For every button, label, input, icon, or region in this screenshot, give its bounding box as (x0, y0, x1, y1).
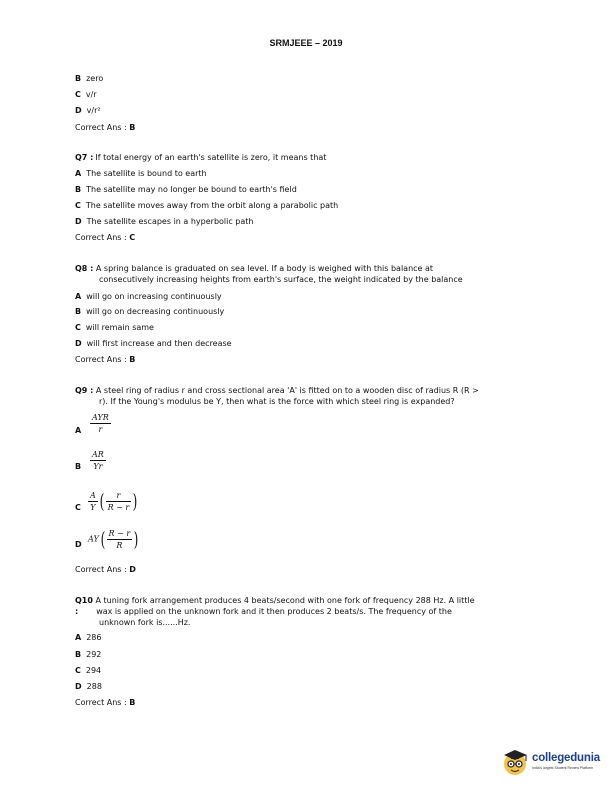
answer-value: D (129, 565, 136, 574)
answer-label: Correct Ans : (75, 698, 127, 707)
answer-label: Correct Ans : (75, 565, 127, 574)
option-c (75, 666, 101, 676)
option-a-formula (90, 413, 111, 434)
option-key: B (75, 185, 82, 194)
option-text: The satellite is bound to earth (86, 169, 207, 178)
option-key: A (75, 633, 82, 642)
left-paren: ( (100, 527, 105, 551)
option-key: A (75, 169, 82, 178)
left-paren: ( (99, 489, 105, 513)
option-text: will remain same (85, 323, 154, 332)
option-d (75, 682, 102, 692)
question-number: Q8 : (75, 264, 94, 273)
option-key: B (75, 650, 82, 659)
answer-value: B (129, 698, 136, 707)
fraction (106, 491, 132, 512)
option-key: B (75, 74, 82, 83)
correct-answer (75, 698, 135, 708)
fraction (88, 491, 98, 512)
option-text: v/r² (86, 106, 101, 115)
question-text-line1: A spring balance is graduated on sea level. If a body is weighed with this balance at (95, 264, 434, 273)
answer-label: Correct Ans : (75, 233, 127, 242)
numerator: r (106, 491, 132, 502)
option-text: 294 (85, 666, 102, 675)
option-b (75, 74, 103, 84)
correct-answer (75, 355, 135, 365)
option-d (75, 339, 232, 349)
denominator: R (116, 540, 123, 550)
option-c (75, 323, 154, 333)
answer-value: B (129, 123, 136, 132)
option-b (75, 307, 224, 317)
option-key: C (75, 503, 81, 512)
question-text-line2: wax is applied on the unknown fork and it then produces 2 beats/s. The frequency of the (96, 607, 452, 616)
question-9 (75, 385, 479, 407)
question-text: If total energy of an earth's satellite is zero, it means that (95, 153, 327, 162)
question-10 (75, 595, 475, 628)
option-key: D (75, 339, 82, 348)
fraction (90, 450, 106, 471)
question-number: Q9 : (75, 386, 94, 395)
option-key: D (75, 682, 82, 691)
answer-value: C (129, 233, 136, 242)
option-key: D (75, 540, 82, 549)
option-text: The satellite escapes in a hyperbolic path (86, 217, 254, 226)
right-paren: ) (133, 527, 139, 551)
option-b-formula (90, 450, 106, 471)
option-key: C (75, 666, 81, 675)
option-key: D (75, 106, 82, 115)
option-c (75, 90, 97, 100)
option-key: C (75, 323, 81, 332)
correct-answer (75, 565, 136, 575)
option-text: 288 (86, 682, 102, 691)
collegedunia-logo (501, 747, 607, 777)
logo-wordmark: collegedunia (532, 752, 600, 764)
option-key: A (75, 292, 82, 301)
question-7 (75, 153, 326, 163)
option-key: B (75, 307, 82, 316)
option-key: C (75, 90, 81, 99)
option-text: will first increase and then decrease (86, 339, 232, 348)
question-text-line1: A steel ring of radius r and cross sectional area 'A' is fitted on to a wooden disc of radius R (R > (95, 386, 479, 395)
option-d (75, 106, 101, 116)
right-paren: ) (132, 489, 138, 513)
answer-label: Correct Ans : (75, 123, 127, 132)
option-b (75, 185, 297, 195)
denominator: Y (90, 502, 96, 512)
page-header: SRMJEEE – 2019 (269, 38, 343, 48)
option-d-formula (88, 527, 140, 551)
option-c-formula (88, 489, 139, 513)
correct-answer (75, 123, 135, 133)
option-a (75, 169, 207, 179)
question-8 (75, 263, 463, 285)
option-key: B (75, 462, 82, 471)
fraction (107, 529, 133, 550)
numerator: R − r (108, 528, 131, 538)
denominator: Yr (93, 462, 103, 471)
question-colon: : (75, 607, 79, 616)
question-text-line3: unknown fork is......Hz. (99, 618, 191, 627)
option-text: The satellite may no longer be bound to earth's field (86, 185, 297, 194)
option-text: The satellite moves away from the orbit along a parabolic path (85, 201, 339, 210)
correct-answer (75, 233, 135, 243)
question-text-line1: A tuning fork arrangement produces 4 beats/second with one fork of frequency 288 Hz. A little (95, 596, 475, 605)
option-text: v/r (85, 90, 97, 99)
graduate-mascot-icon (501, 747, 531, 777)
denominator: R − r (107, 502, 130, 512)
fraction (90, 413, 111, 434)
option-a (75, 292, 222, 302)
option-text: 292 (86, 650, 102, 659)
question-number: Q7 : (75, 153, 94, 162)
option-a (75, 633, 101, 643)
answer-label: Correct Ans : (75, 355, 127, 364)
numerator: AYR (92, 413, 109, 422)
numerator: A (90, 490, 96, 500)
option-text: 286 (86, 633, 102, 642)
option-text: will go on decreasing continuously (86, 307, 225, 316)
question-number: Q10 (75, 596, 93, 605)
question-text-line2: consecutively increasing heights from earth's surface, the weight indicated by the balance (99, 275, 463, 284)
option-text: zero (86, 74, 104, 83)
numerator: AR (92, 450, 104, 459)
option-text: will go on increasing continuously (86, 292, 222, 301)
option-d (75, 217, 253, 227)
denominator: r (98, 425, 103, 434)
option-key: C (75, 201, 81, 210)
option-key: A (75, 426, 82, 435)
option-b (75, 650, 101, 660)
formula-prefix: AY (88, 534, 99, 544)
option-c (75, 201, 338, 211)
logo-tagline: India's largest Student Review Platform (532, 766, 593, 770)
question-text-line2: r). If the Young's modulus be Y, then what is the force with which steel ring is expanded? (99, 397, 455, 406)
answer-value: B (129, 355, 136, 364)
option-key: D (75, 217, 82, 226)
